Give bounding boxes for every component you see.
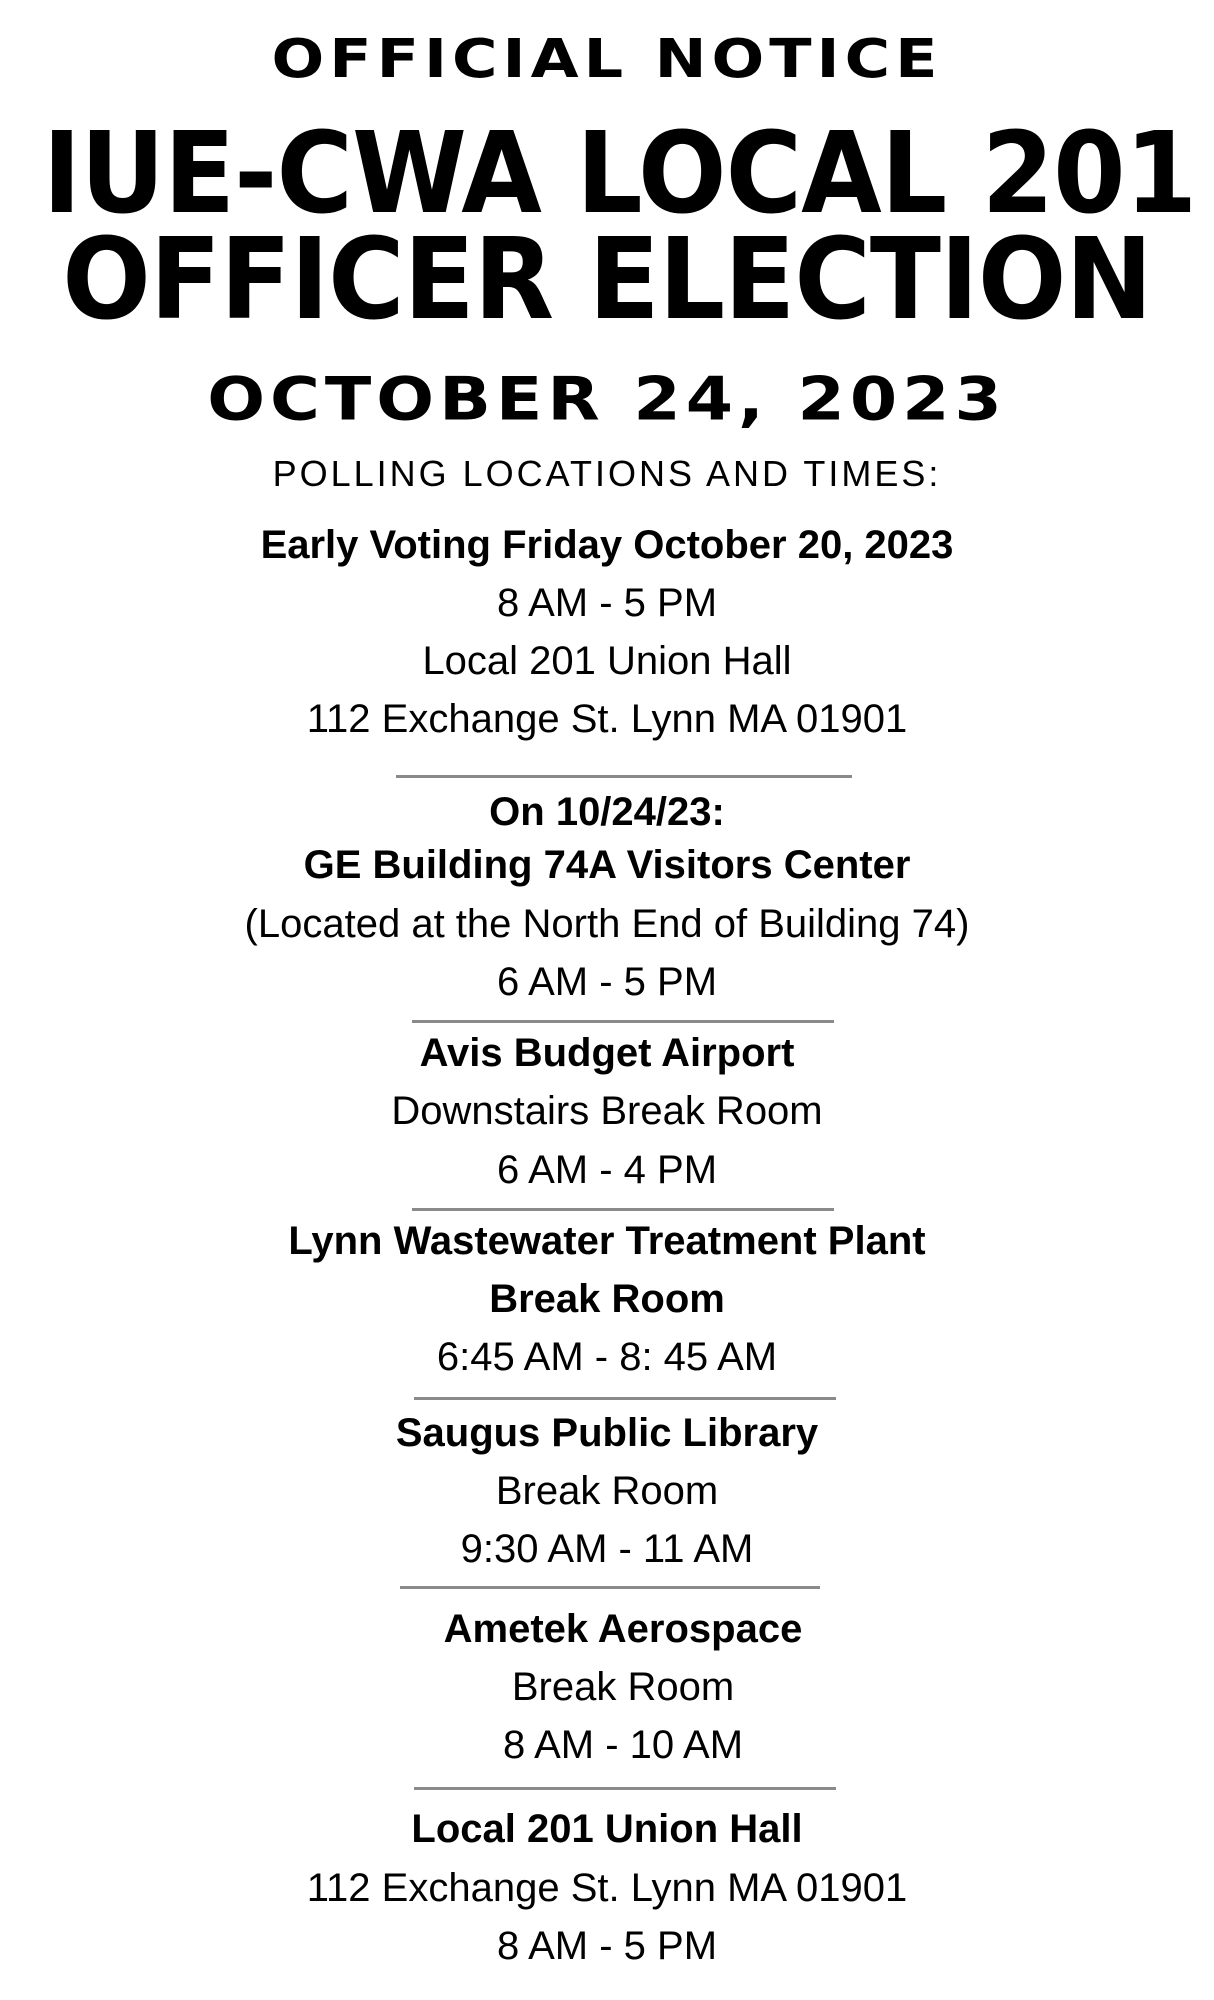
early-voting-hours: 8 AM - 5 PM (496, 581, 718, 625)
polling-location-name: Local 201 Union Hall (411, 1807, 803, 1851)
divider (412, 1208, 834, 1211)
polling-location-name: Ametek Aerospace (443, 1607, 803, 1651)
notice-kicker: OFFICIAL NOTICE (271, 27, 943, 90)
notice-title-line-2: OFFICER ELECTION (62, 215, 1152, 345)
polling-location-name: Avis Budget Airport (419, 1031, 795, 1075)
polling-location-hours: 6 AM - 5 PM (496, 960, 718, 1004)
polling-location-hours: 8 AM - 5 PM (496, 1924, 718, 1968)
divider (396, 775, 852, 778)
polling-location-name: Lynn Wastewater Treatment Plant (288, 1219, 926, 1263)
early-voting-heading: Early Voting Friday October 20, 2023 (260, 523, 954, 567)
polling-location-hours: 6:45 AM - 8: 45 AM (436, 1335, 778, 1379)
election-date: OCTOBER 24, 2023 (207, 364, 1007, 435)
polling-location-detail: (Located at the North End of Building 74) (244, 902, 970, 946)
polling-subheading: POLLING LOCATIONS AND TIMES: (272, 453, 942, 494)
divider (414, 1397, 836, 1400)
divider (412, 1020, 834, 1023)
polling-location-hours: 8 AM - 10 AM (502, 1723, 744, 1767)
divider (414, 1787, 836, 1790)
polling-location-detail: Downstairs Break Room (391, 1089, 823, 1133)
polling-location-hours: 9:30 AM - 11 AM (460, 1527, 754, 1571)
divider (400, 1586, 820, 1589)
polling-location-hours: 6 AM - 4 PM (496, 1148, 718, 1192)
polling-location-detail: Break Room (489, 1277, 725, 1321)
election-day-heading: On 10/24/23: (489, 790, 725, 834)
early-voting-location: Local 201 Union Hall (422, 639, 792, 683)
early-voting-address: 112 Exchange St. Lynn MA 01901 (306, 697, 908, 741)
polling-location-detail: 112 Exchange St. Lynn MA 01901 (306, 1866, 908, 1910)
polling-location-detail: Break Room (495, 1469, 719, 1513)
notice-title-line-1: IUE-CWA LOCAL 201 (42, 109, 1197, 239)
polling-location-detail: Break Room (511, 1665, 735, 1709)
polling-location-name: GE Building 74A Visitors Center (303, 843, 911, 887)
polling-location-name: Saugus Public Library (395, 1411, 819, 1455)
